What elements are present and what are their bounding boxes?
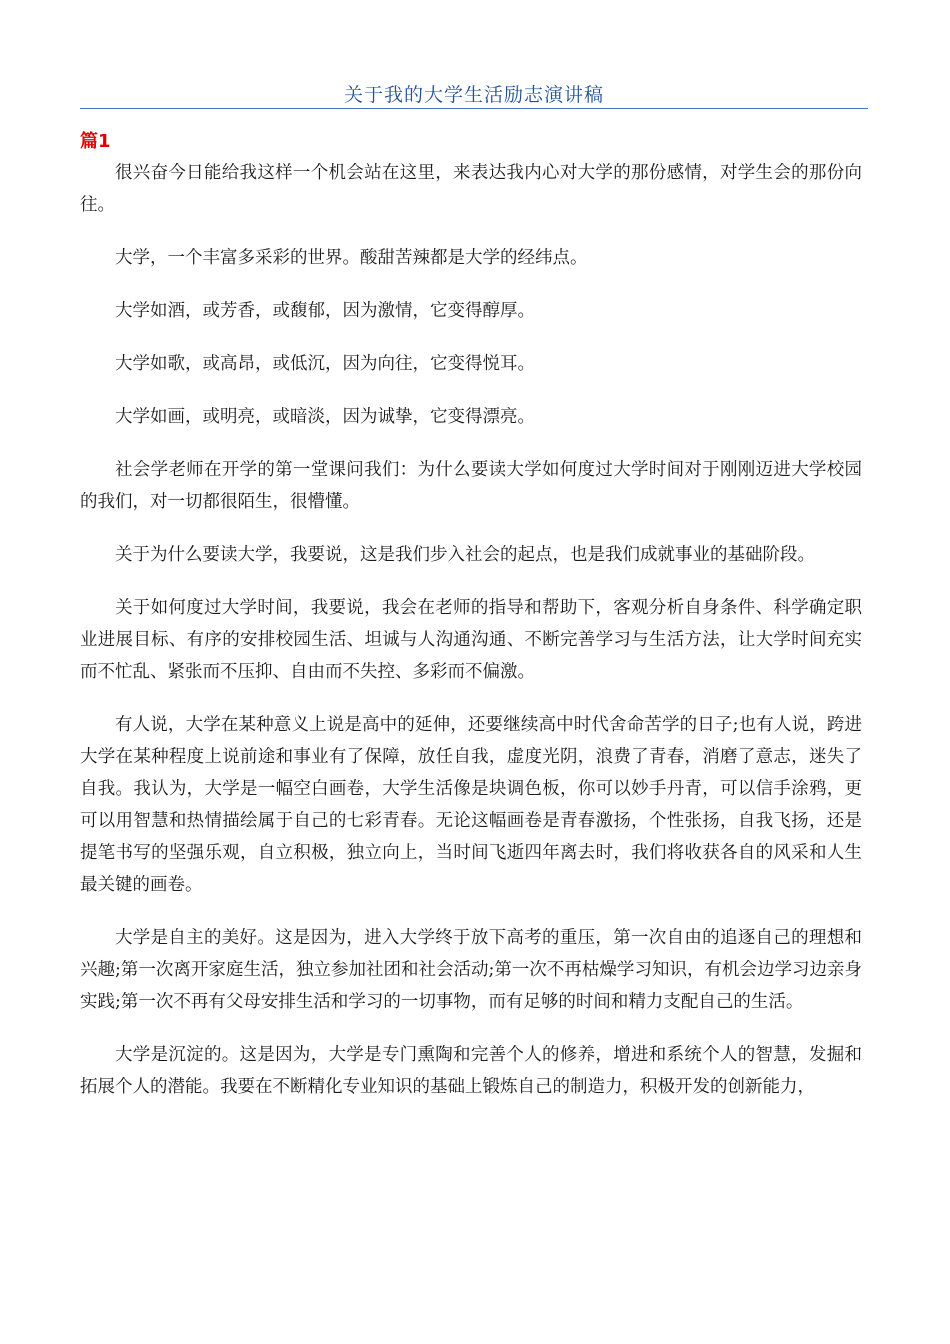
section-heading: 篇1 bbox=[80, 131, 111, 152]
document-title: 关于我的大学生活励志演讲稿 bbox=[343, 84, 604, 106]
paragraph: 大学是自主的美好。这是因为，进入大学终于放下高考的重压，第一次自由的追逐自己的理想和兴趣;第一次离开家庭生活，独立参加社团和社会活动;第一次不再枯燥学习知识，有机会边学习边亲身实践;第一次不再有父母安排生活和学习的一切事物，而有足够的时间和精力支配自己的生活。 bbox=[80, 928, 862, 1012]
paragraph: 大学是沉淀的。这是因为，大学是专门熏陶和完善个人的修养，增进和系统个人的智慧，发掘和拓展个人的潜能。我要在不断精化专业知识的基础上锻炼自己的制造力，积极开发的创新能力， bbox=[80, 1045, 862, 1097]
paragraph: 大学如画，或明亮，或暗淡，因为诚挚，它变得漂亮。 bbox=[115, 407, 535, 427]
document-body bbox=[80, 157, 862, 1124]
paragraph: 大学，一个丰富多采彩的世界。酸甜苦辣都是大学的经纬点。 bbox=[115, 248, 588, 268]
paragraph: 大学如酒，或芳香，或馥郁，因为激情，它变得醇厚。 bbox=[115, 301, 535, 321]
paragraph: 很兴奋今日能给我这样一个机会站在这里，来表达我内心对大学的那份感情，对学生会的那份向往。 bbox=[80, 163, 862, 215]
paragraph: 关于如何度过大学时间，我要说，我会在老师的指导和帮助下，客观分析自身条件、科学确定职业进展目标、有序的安排校园生活、坦诚与人沟通沟通、不断完善学习与生活方法，让大学时间充实而不忙乱、紧张而不压抑、自由而不失控、多彩而不偏激。 bbox=[80, 598, 862, 682]
paragraph: 关于为什么要读大学，我要说，这是我们步入社会的起点，也是我们成就事业的基础阶段。 bbox=[115, 545, 815, 565]
paragraph: 大学如歌，或高昂，或低沉，因为向往，它变得悦耳。 bbox=[115, 354, 535, 374]
paragraph: 社会学老师在开学的第一堂课问我们：为什么要读大学如何度过大学时间对于刚刚迈进大学校园的我们，对一切都很陌生，很懵懂。 bbox=[80, 460, 862, 512]
title-divider bbox=[80, 108, 868, 109]
paragraph: 有人说，大学在某种意义上说是高中的延伸，还要继续高中时代舍命苦学的日子;也有人说，跨进大学在某种程度上说前途和事业有了保障，放任自我，虚度光阴，浪费了青春，消磨了意志，迷失了自我。我认为，大学是一幅空白画卷，大学生活像是块调色板，你可以妙手丹青，可以信手涂鸦，更可以用智慧和热情描绘属于自己的七彩青春。无论这幅画卷是青春激扬，个性张扬，自我飞扬，还是提笔书写的坚强乐观，自立积极，独立向上，当时间飞逝四年离去时，我们将收获各自的风采和人生最关键的画卷。 bbox=[80, 715, 862, 895]
